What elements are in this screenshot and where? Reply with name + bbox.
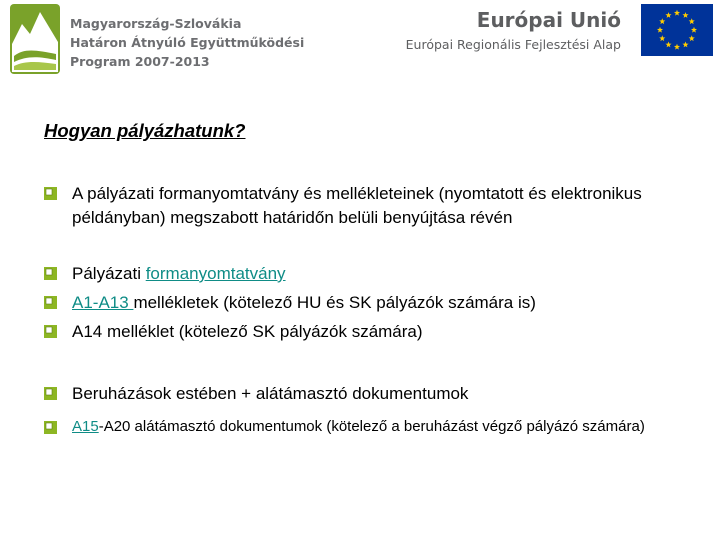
bullet-text: mellékletek (kötelező HU és SK pályázók számára is): [133, 293, 536, 312]
bullet-text: -A20 alátámasztó dokumentumok (kötelező a beruházást végző pályázó számára): [98, 418, 645, 435]
program-logo-line: Program 2007-2013: [70, 54, 210, 69]
checkbox-bullet-icon: [44, 296, 57, 309]
checkbox-bullet-icon: [44, 387, 57, 400]
checkbox-bullet-icon: [44, 325, 57, 338]
bullet-text: A14 melléklet (kötelező SK pályázók számára): [72, 322, 423, 341]
checkbox-bullet-icon: [44, 187, 57, 200]
checkbox-bullet-icon: [44, 267, 57, 280]
eu-flag-icon: [641, 4, 713, 56]
list-item: [44, 182, 704, 230]
list-item: [44, 320, 704, 344]
list-item: [44, 262, 704, 286]
eu-subtitle: Európai Regionális Fejlesztési Alap: [405, 37, 621, 52]
bullet-text: A pályázati formanyomtatvány és mellékleteinek (nyomtatott és elektronikus példányban) megszabott határidőn belüli benyújtása révén: [72, 184, 642, 227]
eu-title: Európai Unió: [476, 8, 621, 32]
program-logo-line: Magyarország-Szlovákia: [70, 16, 242, 31]
page-title: Hogyan pályázhatunk?: [44, 120, 246, 141]
a1-a13-link[interactable]: A1-A13: [72, 293, 134, 312]
checkbox-bullet-icon: [44, 421, 57, 434]
list-item: [44, 291, 704, 315]
program-logo: [10, 4, 305, 76]
bullet-list: [44, 182, 704, 438]
eu-logo: [395, 4, 713, 56]
list-item: [44, 382, 704, 406]
bullet-text: Beruházások estében + alátámasztó dokumentumok: [72, 384, 469, 403]
program-logo-line: Határon Átnyúló Együttműködési: [70, 35, 305, 50]
bullet-text: Pályázati: [72, 264, 146, 283]
program-logo-text: [70, 14, 304, 71]
formanyomtatvany-link[interactable]: formanyomtatvány: [145, 264, 286, 283]
list-item: [44, 416, 704, 438]
a15-link[interactable]: A15: [72, 418, 99, 435]
program-logo-mountain-icon: [10, 4, 60, 74]
